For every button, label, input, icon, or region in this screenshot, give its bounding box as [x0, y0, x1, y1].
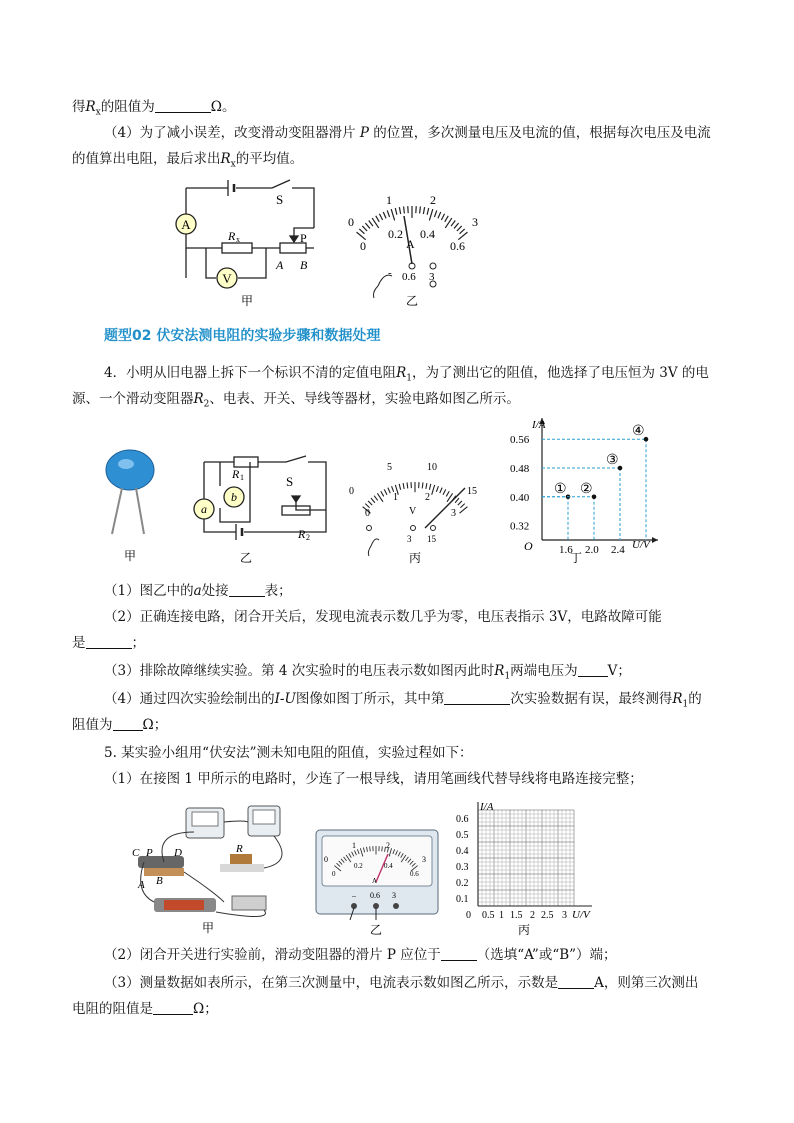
dial-tick — [399, 207, 400, 214]
chart-origin: O — [524, 539, 533, 553]
answer-blank-q4-3[interactable] — [578, 662, 608, 677]
dial-tick — [427, 208, 429, 215]
q4-fig-jia-caption: 甲 — [123, 549, 137, 563]
q5-fig-yi-caption: 乙 — [369, 923, 383, 937]
dial-tick — [392, 486, 394, 492]
q4-r1-label: R — [232, 467, 240, 481]
dial1-top-0: 0 — [348, 215, 354, 229]
grid5-x-0: 0 — [466, 910, 471, 921]
dial-tick — [451, 220, 455, 226]
q3-ammeter-dial — [336, 182, 486, 310]
dial3-top-2: 2 — [386, 841, 390, 850]
answer-blank-q4-4[interactable] — [444, 690, 510, 705]
chart-ylabel: I/A — [532, 419, 546, 431]
q3-fig-jia-caption: 甲 — [240, 294, 254, 308]
q4-switch-label: S — [286, 474, 294, 489]
dial3-zero: 0 — [324, 855, 328, 864]
dial1-terminal-06: 0.6 — [402, 271, 416, 283]
q3-circuit-diagram — [172, 178, 332, 310]
dial-tick — [434, 210, 436, 217]
q4-fig-ding-caption: 丁 — [569, 551, 583, 565]
dial-tick — [403, 483, 404, 489]
answer-blank-q5-3b[interactable] — [153, 1000, 193, 1015]
chart-y-tick: 0.48 — [510, 463, 530, 475]
grid5-x-15: 1.5 — [510, 910, 523, 921]
dial3-top-3: 3 — [422, 855, 426, 864]
grid5-x-1: 1 — [499, 910, 504, 921]
dial1-unit: A — [406, 237, 415, 251]
dial2-top-0: 0 — [349, 486, 354, 497]
chart-point-label: ③ — [606, 453, 619, 468]
q5-fig-bing-caption: 丙 — [517, 923, 531, 937]
dial1-top-3: 3 — [472, 215, 478, 229]
dial-tick — [383, 212, 386, 218]
q5-part2: （2）闭合开关进行实验前，滑动变阻器的滑片 P 应位于 （选填“A”或“B”）端； — [104, 947, 617, 963]
dial-tick — [432, 485, 435, 495]
dial3-bottom-3: 0.6 — [410, 870, 419, 878]
answer-blank-q4-2[interactable] — [86, 634, 132, 649]
q4-part2-line1: （2）正确连接电路，闭合开关后，发现电流表示数几乎为零，电压表指示 3V，电路故障可能 — [104, 609, 662, 625]
q5-label-d: D — [174, 847, 182, 859]
dial-tick — [376, 216, 380, 222]
dial-tick — [387, 210, 389, 217]
q3-resistor-sub: x — [236, 235, 240, 244]
dial-tick — [429, 484, 430, 490]
q4-r2-label: R — [298, 527, 306, 541]
grid5-ylabel: I/A — [480, 801, 494, 813]
dial-tick — [407, 482, 408, 488]
q5-intro: 5. 某实验小组用“伏安法”测未知电阻的阻值，实验过程如下： — [104, 745, 473, 761]
dial2-terminal-3: 3 — [407, 534, 412, 544]
dial-tick — [440, 488, 442, 494]
q5-label-b: B — [156, 875, 163, 887]
q3-voltmeter-label: V — [222, 271, 232, 286]
dial1-minus: - — [388, 267, 392, 279]
q4-iu-chart — [490, 412, 664, 568]
dial1-top-1: 1 — [386, 193, 392, 207]
dial-tick — [441, 214, 444, 220]
dial2-bottom-3: 3 — [451, 508, 456, 519]
q4-part1: （1）图乙中的a处接 表； — [104, 583, 292, 599]
dial-tick — [388, 488, 390, 494]
dial2-bottom-1: 1 — [393, 492, 398, 503]
dial3-unit: A — [372, 877, 378, 885]
dial-tick — [404, 206, 405, 213]
q5-label-p: P — [146, 847, 153, 859]
dial2-bottom-2: 2 — [425, 492, 430, 503]
q3-step4-line2: 的值算出电阻，最后求出$R_x$的平均值。 — [72, 151, 304, 170]
q3-ammeter-label: A — [181, 217, 191, 232]
q4-intro-line1: 4．小明从旧电器上拆下一个标识不清的定值电阻$R_1$，为了测出它的阻值，他选择了电压恒为 3V 的电 — [104, 365, 709, 384]
dial-tick — [455, 498, 459, 503]
q5-fig-jia-caption: 甲 — [201, 921, 215, 935]
grid5-y-02: 0.2 — [456, 878, 469, 889]
q3-slider-label: P — [300, 231, 307, 245]
grid5-x-2: 2 — [530, 910, 535, 921]
dial-tick — [399, 484, 400, 490]
q4-fig-bing-caption: 丙 — [408, 551, 422, 565]
answer-blank-q5-2[interactable] — [441, 946, 477, 961]
q5-label-c: C — [132, 847, 140, 859]
q5-label-r: R — [236, 843, 243, 855]
q5-grid-chart — [452, 800, 608, 940]
dial2-top-3: 15 — [467, 486, 477, 497]
dial-tick — [365, 223, 370, 228]
dial-tick — [391, 209, 394, 220]
grid5-x-25: 2.5 — [541, 910, 554, 921]
grid5-x-3: 3 — [562, 910, 567, 921]
dial1-terminal-3: 3 — [429, 271, 435, 283]
q5-ammeter — [314, 828, 442, 938]
dial-tick — [359, 229, 364, 234]
q4-r2-sub: 2 — [306, 533, 310, 542]
q4-part3: （3）排除故障继续实验。第 4 次实验时的电压表示数如图丙此时$R_1$两端电压为 V； — [104, 663, 631, 682]
grid5-x-05: 0.5 — [482, 910, 495, 921]
dial-tick — [370, 846, 371, 851]
answer-blank-q4-1[interactable] — [229, 582, 265, 597]
dial1-bottom-3: 0.6 — [450, 239, 465, 253]
dial-tick — [446, 491, 449, 496]
dial3-terminal-3: 3 — [392, 891, 396, 900]
dial2-terminal-15: 15 — [427, 534, 436, 544]
q3-step4-line1: （4）为了减小误差，改变滑动变阻器滑片 P 的位置，多次测量电压及电流的值，根据每次电压及电流 — [104, 125, 711, 141]
dial2-unit: V — [409, 506, 417, 517]
dial-tick — [368, 501, 372, 505]
dial-tick — [426, 483, 427, 489]
dial-tick — [460, 504, 464, 508]
q3-end-b-label: B — [300, 258, 308, 272]
dial2-needle — [425, 488, 465, 528]
chart-x-arrow — [652, 537, 658, 543]
grid5-y-03: 0.3 — [456, 862, 469, 873]
dial-tick — [374, 496, 378, 501]
chart-y-tick: 0.32 — [510, 520, 530, 533]
dial3-terminal-minus: – — [352, 891, 356, 900]
grid5-xlabel: U/V — [572, 909, 590, 921]
dial-tick — [379, 214, 382, 220]
q3-end-a-label: A — [276, 258, 284, 272]
chart-point-label: ① — [554, 481, 567, 497]
q4-part4-line2: 阻值为 Ω； — [72, 717, 168, 733]
dial2-bottom-0: 0 — [365, 508, 370, 519]
dial3-bottom-2: 0.4 — [384, 862, 393, 870]
grid5-y-04: 0.4 — [456, 846, 469, 857]
q5-label-a: A — [138, 879, 145, 891]
chart-point-label: ② — [580, 481, 593, 497]
dial-tick — [369, 220, 373, 226]
dial-tick — [381, 491, 384, 496]
dial-tick — [445, 216, 449, 222]
q4-r1-sub: 1 — [240, 473, 244, 482]
dial-tick — [420, 206, 421, 213]
q3-result-line: 得$R_x$的阻值为 Ω。 — [72, 99, 236, 118]
dial-tick — [362, 226, 367, 231]
answer-blank-rx[interactable] — [155, 98, 211, 113]
dial-tick — [460, 229, 465, 234]
chart-y-tick: 0.56 — [510, 434, 530, 447]
dial1-top-2: 2 — [430, 193, 436, 207]
dial-tick — [443, 489, 446, 494]
dial3-bottom-1: 0.2 — [354, 862, 363, 870]
q4-meter-a-label: a — [201, 502, 207, 516]
dial-tick — [371, 498, 375, 503]
q4-part4-line1: （4）通过四次实验绘制出的I-U图像如图丁所示，其中第 次实验数据有误，最终测得$R_1$的 — [104, 691, 702, 710]
dial-tick — [382, 846, 383, 851]
dial-tick — [454, 223, 459, 228]
dial-tick — [458, 501, 462, 505]
q4-voltmeter-dial — [345, 458, 485, 570]
q5-part3-line1: （3）测量数据如表所示，在第三次测量中，电流表示数如图乙所示，示数是 A，则第三次测出 — [104, 975, 699, 991]
q4-resistor-photo — [100, 428, 164, 568]
chart-x-tick: 2.0 — [585, 544, 599, 556]
q3-switch-label: S — [276, 192, 284, 207]
chart-point-label: ④ — [632, 424, 645, 440]
dial-tick — [423, 207, 424, 214]
q4-fig-yi-caption: 乙 — [239, 551, 253, 565]
section-heading: 题型02 伏安法测电阻的实验步骤和数据处理 — [104, 328, 381, 344]
q4-intro-line2: 源、一个滑动变阻器$R_2$、电表、开关、导线等器材，实验电路如图乙所示。 — [72, 391, 520, 410]
dial-tick — [429, 209, 432, 220]
q4-part2-line2: 是 ； — [72, 635, 145, 651]
grid5-y-05: 0.5 — [456, 830, 469, 841]
grid5-y-06: 0.6 — [456, 814, 469, 825]
chart-y-tick: 0.40 — [510, 491, 530, 504]
q3-resistor-label: R — [228, 229, 236, 243]
dial-tick — [457, 226, 462, 231]
dial-tick — [436, 486, 438, 492]
q5-apparatus-photo — [124, 802, 304, 938]
answer-blank-q5-3a[interactable] — [558, 974, 594, 989]
dial3-top-1: 1 — [352, 841, 356, 850]
chart-xlabel: U/V — [632, 539, 650, 551]
dial3-terminal-06: 0.6 — [370, 891, 380, 900]
dial3-bottom-0: 0 — [332, 870, 336, 878]
q4-circuit-diagram — [190, 456, 340, 568]
dial2-top-1: 5 — [387, 462, 392, 473]
answer-blank-q4-5[interactable] — [113, 716, 143, 731]
dial1-bottom-1: 0.2 — [388, 227, 403, 241]
dial-tick — [422, 482, 423, 488]
q3-fig-yi-caption: 乙 — [405, 294, 419, 308]
q4-meter-b-label: b — [231, 490, 237, 504]
dial2-top-2: 10 — [427, 462, 437, 473]
dial-tick — [384, 489, 387, 494]
dial-tick — [438, 212, 441, 218]
grid5-y-01: 0.1 — [456, 894, 469, 905]
chart-x-tick: 2.4 — [611, 544, 625, 556]
q5-part3-line2: 电阻的阻值是 Ω； — [72, 1001, 218, 1017]
chart-x-tick: 1.6 — [559, 544, 573, 556]
q5-part1: （1）在接图 1 甲所示的电路时，少连了一根导线，请用笔画线代替导线将电路连接完整； — [104, 771, 643, 787]
dial1-bottom-0: 0 — [360, 239, 366, 253]
dial-tick — [395, 208, 397, 215]
dial1-bottom-2: 0.4 — [420, 227, 435, 241]
